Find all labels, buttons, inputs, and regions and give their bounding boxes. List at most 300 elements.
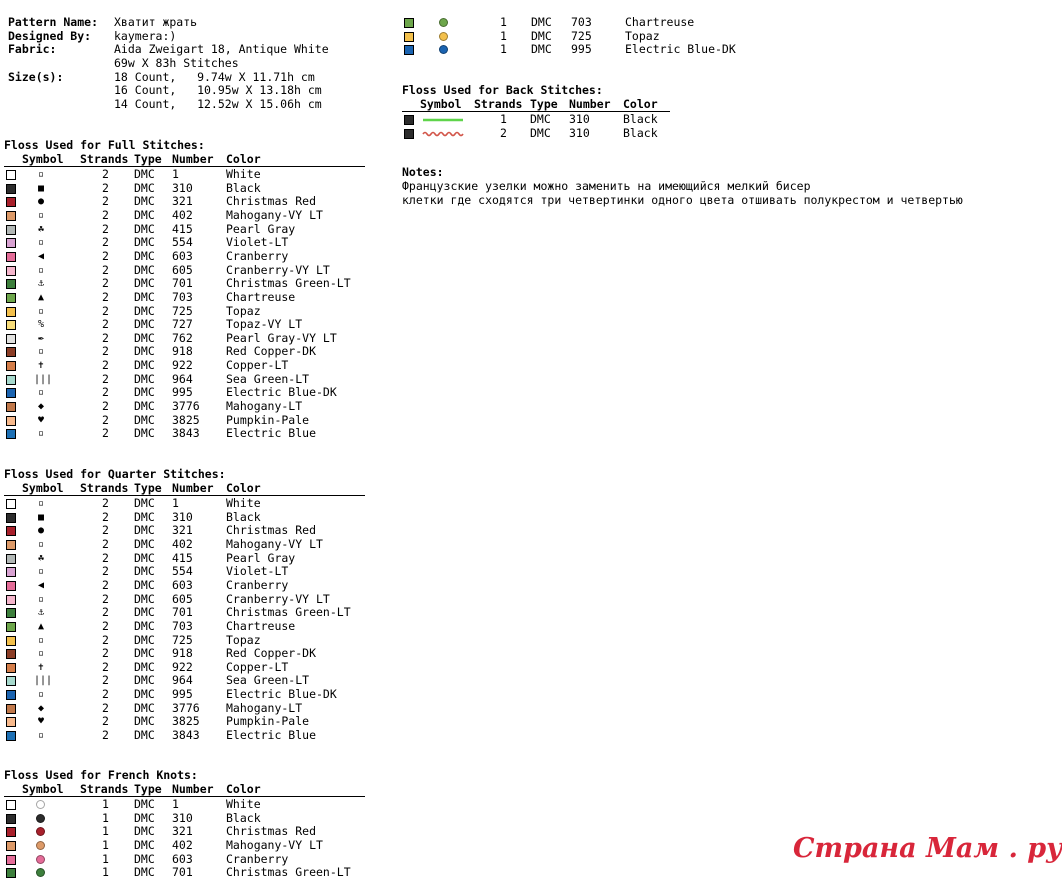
type-value: DMC	[134, 536, 155, 551]
number-value: 310	[569, 112, 590, 126]
number-value: 922	[172, 659, 193, 674]
color-name: Violet-LT	[226, 235, 289, 250]
type-value: DMC	[134, 797, 155, 811]
type-value: DMC	[134, 289, 155, 304]
strands-value: 2	[102, 412, 109, 427]
color-name: Black	[623, 112, 658, 126]
color-swatch	[6, 402, 16, 412]
table-row	[4, 825, 365, 839]
col-header-strands: Strands	[80, 782, 129, 796]
strands-value: 1	[500, 42, 507, 57]
number-value: 402	[172, 207, 193, 222]
color-name: Topaz	[226, 632, 261, 647]
french-knot-icon	[439, 32, 448, 41]
type-value: DMC	[134, 330, 155, 345]
strands-value: 2	[102, 646, 109, 661]
table-row	[4, 209, 365, 223]
size-16-count: 16 Count, 10.95w X 13.18h cm	[114, 83, 322, 97]
color-name: Mahogany-LT	[226, 700, 303, 715]
type-value: DMC	[134, 659, 155, 674]
table-row	[4, 359, 365, 373]
number-value: 3776	[172, 700, 200, 715]
color-name: Electric Blue-DK	[226, 385, 337, 400]
type-value: DMC	[134, 167, 155, 181]
site-watermark: Страна Мам . ру	[793, 833, 1062, 864]
col-header-symbol: Symbol	[420, 97, 462, 111]
table-row	[4, 839, 365, 853]
color-name: Electric Blue-DK	[226, 687, 337, 702]
stitch-symbol-icon: %	[37, 319, 45, 331]
color-swatch	[6, 663, 16, 673]
color-name: Red Copper-DK	[226, 646, 317, 661]
stitch-symbol-icon: ◆	[37, 401, 45, 413]
type-value: DMC	[134, 303, 155, 318]
number-value: 995	[172, 385, 193, 400]
type-value: DMC	[134, 496, 155, 510]
number-value: 3825	[172, 714, 200, 729]
color-swatch	[6, 868, 16, 878]
number-value: 321	[172, 194, 193, 209]
number-value: 603	[172, 851, 193, 866]
stitch-symbol-icon: ▲	[37, 620, 45, 632]
stitch-symbol-icon: ▫	[37, 648, 45, 660]
stitch-symbol-icon: ▲	[37, 291, 45, 303]
number-value: 415	[172, 221, 193, 236]
type-value: DMC	[134, 632, 155, 647]
french-knot-icon	[36, 855, 45, 864]
color-name: Mahogany-VY LT	[226, 207, 323, 222]
stitch-symbol-icon: ▫	[37, 169, 45, 180]
type-value: DMC	[134, 824, 155, 839]
number-value: 310	[569, 125, 590, 140]
col-header-strands: Strands	[80, 481, 129, 495]
color-swatch	[6, 649, 16, 659]
stitch-symbol-icon: ▫	[37, 566, 45, 578]
table-row	[402, 113, 670, 127]
strands-value: 2	[102, 577, 109, 592]
stitch-symbol-icon: ▫	[37, 428, 45, 440]
sizes-label: Size(s):	[8, 70, 64, 84]
number-value: 321	[172, 824, 193, 839]
stitch-symbol-icon: ♥	[37, 414, 45, 426]
color-name: Mahogany-LT	[226, 399, 303, 414]
stitch-symbol-icon: ✝	[37, 360, 45, 372]
col-header-symbol: Symbol	[22, 782, 64, 796]
strands-value: 2	[102, 330, 109, 345]
color-swatch	[6, 266, 16, 276]
backstitch-line-icon	[422, 129, 464, 139]
type-value: DMC	[134, 509, 155, 524]
french-knot-icon	[36, 814, 45, 823]
stitch-symbol-icon: ●	[37, 525, 45, 537]
stitch-symbol-icon: ▫	[37, 634, 45, 646]
fabric-label: Fabric:	[8, 42, 57, 56]
table-row	[4, 606, 365, 620]
type-value: DMC	[134, 700, 155, 715]
number-value: 995	[172, 687, 193, 702]
number-value: 762	[172, 330, 193, 345]
color-name: Pumpkin-Pale	[226, 412, 310, 427]
table-row	[4, 552, 365, 566]
section-title: Floss Used for Full Stitches:	[4, 138, 205, 152]
color-name: Cranberry	[226, 577, 289, 592]
fabric-stitches: 69w X 83h Stitches	[114, 56, 239, 70]
stitch-symbol-icon: |||	[34, 675, 53, 687]
number-value: 727	[172, 317, 193, 332]
color-name: Black	[226, 180, 261, 195]
color-swatch	[6, 252, 16, 262]
table-row	[402, 30, 762, 44]
stitch-symbol-icon: ▫	[37, 730, 45, 742]
number-value: 605	[172, 591, 193, 606]
number-value: 605	[172, 262, 193, 277]
strands-value: 2	[102, 564, 109, 579]
stitch-symbol-icon: ▫	[37, 305, 45, 317]
number-value: 603	[172, 248, 193, 263]
notes-line: клетки где сходятся три четвертинки одного цвета отшивать полукрестом и четвертью	[402, 193, 963, 207]
stitch-symbol-icon: ☘	[37, 223, 45, 235]
color-swatch	[404, 115, 414, 125]
color-name: Copper-LT	[226, 659, 289, 674]
size-14-count: 14 Count, 12.52w X 15.06h cm	[114, 97, 322, 111]
stitch-symbol-icon: ■	[37, 182, 45, 194]
type-value: DMC	[134, 714, 155, 729]
color-swatch	[6, 197, 16, 207]
french-knot-icon	[36, 868, 45, 877]
type-value: DMC	[531, 42, 552, 57]
table-row	[4, 579, 365, 593]
color-name: Christmas Red	[226, 194, 317, 209]
stitch-symbol-icon: ▫	[37, 346, 45, 358]
strands-value: 1	[102, 824, 109, 839]
color-swatch	[6, 526, 16, 536]
strands-value: 2	[102, 496, 109, 510]
color-swatch	[6, 554, 16, 564]
notes-title: Notes:	[402, 165, 444, 179]
col-header-type: Type	[530, 97, 558, 111]
number-value: 554	[172, 235, 193, 250]
type-value: DMC	[134, 618, 155, 633]
type-value: DMC	[134, 673, 155, 688]
type-value: DMC	[134, 399, 155, 414]
color-swatch	[6, 293, 16, 303]
table-row	[4, 812, 365, 826]
strands-value: 2	[102, 194, 109, 209]
stitch-symbol-icon: ▫	[37, 264, 45, 276]
color-swatch	[6, 690, 16, 700]
strands-value: 2	[102, 591, 109, 606]
col-header-number: Number	[569, 97, 611, 111]
color-swatch	[6, 279, 16, 289]
designed-by: kaymera:)	[114, 29, 177, 43]
strands-value: 2	[102, 221, 109, 236]
col-header-number: Number	[172, 782, 214, 796]
color-swatch	[6, 731, 16, 741]
table-row	[4, 305, 365, 319]
color-swatch	[6, 595, 16, 605]
color-name: Topaz-VY LT	[226, 317, 303, 332]
type-value: DMC	[134, 851, 155, 866]
color-name: Electric Blue-DK	[625, 42, 736, 57]
french-knot-icon	[36, 827, 45, 836]
strands-value: 2	[102, 207, 109, 222]
table-row	[402, 43, 762, 57]
color-name: Topaz	[226, 303, 261, 318]
section-title: Floss Used for Back Stitches:	[402, 83, 603, 97]
color-swatch	[6, 170, 16, 180]
stitch-symbol-icon: ☘	[37, 552, 45, 564]
color-name: Copper-LT	[226, 358, 289, 373]
color-name: Black	[226, 810, 261, 825]
table-row	[4, 674, 365, 688]
number-value: 1	[172, 797, 179, 811]
type-value: DMC	[134, 385, 155, 400]
color-swatch	[6, 717, 16, 727]
type-value: DMC	[134, 577, 155, 592]
strands-value: 2	[102, 714, 109, 729]
strands-value: 2	[102, 700, 109, 715]
color-swatch	[6, 211, 16, 221]
color-swatch	[6, 540, 16, 550]
number-value: 310	[172, 810, 193, 825]
strands-value: 2	[102, 687, 109, 702]
type-value: DMC	[134, 371, 155, 386]
color-name: Pearl Gray-VY LT	[226, 330, 337, 345]
stitch-symbol-icon: ▫	[37, 209, 45, 221]
color-swatch	[6, 225, 16, 235]
color-name: White	[226, 797, 261, 811]
table-row	[4, 250, 365, 264]
color-swatch	[6, 855, 16, 865]
table-row	[4, 195, 365, 209]
table-row	[4, 593, 365, 607]
type-value: DMC	[134, 248, 155, 263]
col-header-type: Type	[134, 481, 162, 495]
stitch-symbol-icon: ▫	[37, 538, 45, 550]
stitch-symbol-icon: |||	[34, 373, 53, 385]
type-value: DMC	[134, 591, 155, 606]
strands-value: 2	[102, 344, 109, 359]
color-name: Cranberry	[226, 248, 289, 263]
french-knot-icon	[36, 841, 45, 850]
color-name: Violet-LT	[226, 564, 289, 579]
strands-value: 2	[102, 426, 109, 441]
number-value: 701	[172, 865, 193, 880]
col-header-color: Color	[226, 152, 261, 166]
color-name: White	[226, 496, 261, 510]
color-swatch	[6, 307, 16, 317]
table-row	[4, 414, 365, 428]
table-row	[4, 729, 365, 743]
number-value: 321	[172, 523, 193, 538]
type-value: DMC	[134, 317, 155, 332]
stitch-symbol-icon: ✒	[37, 332, 45, 344]
color-swatch	[6, 416, 16, 426]
header-rule	[4, 166, 365, 167]
type-value: DMC	[134, 412, 155, 427]
color-name: Pearl Gray	[226, 550, 296, 565]
type-value: DMC	[531, 15, 552, 29]
type-value: DMC	[134, 194, 155, 209]
number-value: 3776	[172, 399, 200, 414]
color-name: Sea Green-LT	[226, 371, 310, 386]
type-value: DMC	[134, 837, 155, 852]
type-value: DMC	[134, 180, 155, 195]
table-row	[4, 661, 365, 675]
number-value: 701	[172, 276, 193, 291]
number-value: 310	[172, 509, 193, 524]
stitch-symbol-icon: ◀	[37, 250, 45, 262]
strands-value: 1	[102, 865, 109, 880]
color-swatch	[6, 567, 16, 577]
type-value: DMC	[530, 112, 551, 126]
pattern-name-label: Pattern Name:	[8, 15, 99, 29]
col-header-type: Type	[134, 152, 162, 166]
color-name: Christmas Green-LT	[226, 605, 351, 620]
col-header-type: Type	[134, 782, 162, 796]
number-value: 918	[172, 344, 193, 359]
color-swatch	[6, 499, 16, 509]
strands-value: 2	[102, 550, 109, 565]
color-name: White	[226, 167, 261, 181]
type-value: DMC	[530, 125, 551, 140]
french-knot-icon	[439, 45, 448, 54]
color-swatch	[6, 513, 16, 523]
type-value: DMC	[134, 262, 155, 277]
type-value: DMC	[134, 426, 155, 441]
number-value: 703	[172, 618, 193, 633]
color-name: Topaz	[625, 28, 660, 43]
color-swatch	[6, 347, 16, 357]
table-row	[4, 524, 365, 538]
color-swatch	[6, 361, 16, 371]
color-swatch	[404, 45, 414, 55]
color-swatch	[6, 581, 16, 591]
color-name: Red Copper-DK	[226, 344, 317, 359]
col-header-color: Color	[623, 97, 658, 111]
color-name: Christmas Green-LT	[226, 865, 351, 880]
number-value: 415	[172, 550, 193, 565]
strands-value: 2	[102, 289, 109, 304]
header-rule	[4, 495, 365, 496]
strands-value: 2	[102, 180, 109, 195]
header-rule	[4, 796, 365, 797]
color-name: Cranberry	[226, 851, 289, 866]
color-swatch	[6, 636, 16, 646]
table-row	[402, 16, 762, 30]
table-row	[4, 373, 365, 387]
table-row	[4, 853, 365, 867]
color-name: Electric Blue	[226, 426, 317, 441]
col-header-symbol: Symbol	[22, 152, 64, 166]
table-row	[4, 702, 365, 716]
color-name: Black	[226, 509, 261, 524]
stitch-symbol-icon: ▫	[37, 387, 45, 399]
col-header-number: Number	[172, 152, 214, 166]
table-row	[4, 182, 365, 196]
number-value: 3825	[172, 412, 200, 427]
notes-line: Французские узелки можно заменить на имеющийся мелкий бисер	[402, 179, 811, 193]
type-value: DMC	[134, 810, 155, 825]
table-row	[4, 223, 365, 237]
type-value: DMC	[134, 646, 155, 661]
strands-value: 2	[102, 371, 109, 386]
number-value: 995	[571, 42, 592, 57]
stitch-symbol-icon: ⚓	[37, 607, 45, 619]
type-value: DMC	[134, 207, 155, 222]
table-row	[4, 427, 365, 441]
color-name: Chartreuse	[226, 618, 296, 633]
type-value: DMC	[134, 605, 155, 620]
number-value: 964	[172, 673, 193, 688]
strands-value: 2	[102, 317, 109, 332]
strands-value: 2	[102, 167, 109, 181]
number-value: 1	[172, 496, 179, 510]
color-name: Chartreuse	[625, 15, 695, 29]
stitch-symbol-icon: ●	[37, 196, 45, 208]
number-value: 918	[172, 646, 193, 661]
type-value: DMC	[134, 235, 155, 250]
strands-value: 2	[102, 276, 109, 291]
number-value: 701	[172, 605, 193, 620]
strands-value: 2	[102, 235, 109, 250]
french-knot-icon	[36, 800, 45, 809]
type-value: DMC	[134, 344, 155, 359]
stitch-symbol-icon: ▫	[37, 689, 45, 701]
stitch-symbol-icon: ▫	[37, 593, 45, 605]
type-value: DMC	[531, 28, 552, 43]
table-row	[4, 620, 365, 634]
stitch-symbol-icon: ▫	[37, 237, 45, 249]
stitch-symbol-icon: ✝	[37, 661, 45, 673]
table-row	[4, 345, 365, 359]
type-value: DMC	[134, 358, 155, 373]
table-row	[4, 511, 365, 525]
table-row	[402, 127, 670, 141]
number-value: 964	[172, 371, 193, 386]
number-value: 1	[172, 167, 179, 181]
color-name: Cranberry-VY LT	[226, 262, 330, 277]
table-row	[4, 715, 365, 729]
section-title: Floss Used for French Knots:	[4, 768, 198, 782]
table-row	[4, 332, 365, 346]
strands-value: 1	[102, 797, 109, 811]
strands-value: 2	[102, 509, 109, 524]
color-swatch	[6, 320, 16, 330]
stitch-symbol-icon: ■	[37, 511, 45, 523]
type-value: DMC	[134, 523, 155, 538]
strands-value: 1	[102, 851, 109, 866]
strands-value: 1	[102, 810, 109, 825]
table-row	[4, 538, 365, 552]
col-header-strands: Strands	[474, 97, 523, 111]
stitch-symbol-icon: ▫	[37, 498, 45, 509]
strands-value: 1	[500, 112, 507, 126]
strands-value: 2	[102, 605, 109, 620]
color-name: Black	[623, 125, 658, 140]
number-value: 725	[172, 632, 193, 647]
number-value: 3843	[172, 728, 200, 743]
fabric: Aida Zweigart 18, Antique White	[114, 42, 329, 56]
type-value: DMC	[134, 276, 155, 291]
section-title: Floss Used for Quarter Stitches:	[4, 467, 226, 481]
color-swatch	[6, 827, 16, 837]
size-18-count: 18 Count, 9.74w X 11.71h cm	[114, 70, 315, 84]
color-swatch	[6, 184, 16, 194]
type-value: DMC	[134, 564, 155, 579]
color-swatch	[6, 622, 16, 632]
color-swatch	[404, 18, 414, 28]
